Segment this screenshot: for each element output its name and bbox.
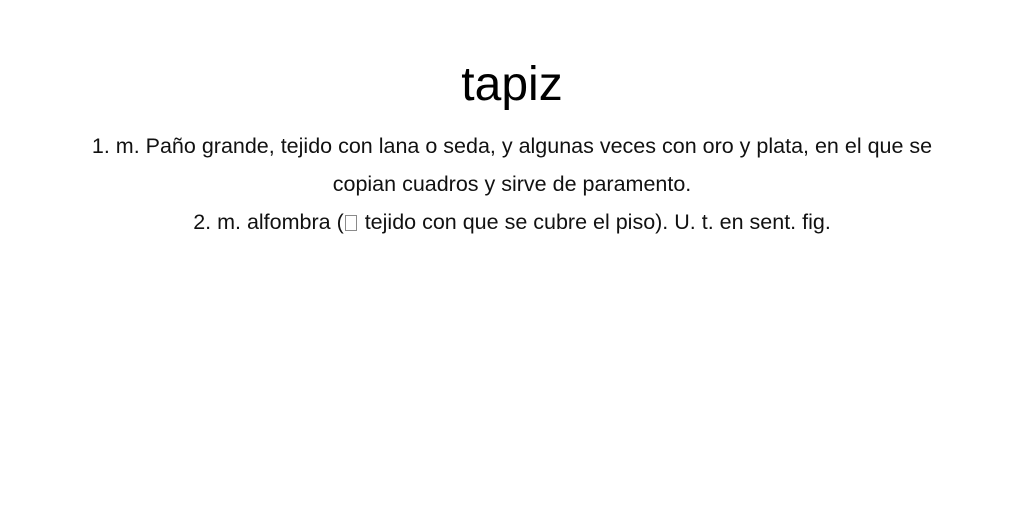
missing-glyph-icon [345, 215, 357, 231]
headword: tapiz [461, 58, 563, 111]
sense-1: 1. m. Paño grande, tejido con lana o seda, y algunas veces con oro y plata, en el que se copian cuadros y sirve de paramento. [91, 134, 933, 196]
sense-2-text-after: tejido con que se cubre el piso). U. t. en sent. fig. [358, 210, 831, 234]
sense-2-text-before: 2. m. alfombra ( [193, 210, 344, 234]
definitions [64, 127, 960, 241]
sense-2 [64, 203, 960, 241]
